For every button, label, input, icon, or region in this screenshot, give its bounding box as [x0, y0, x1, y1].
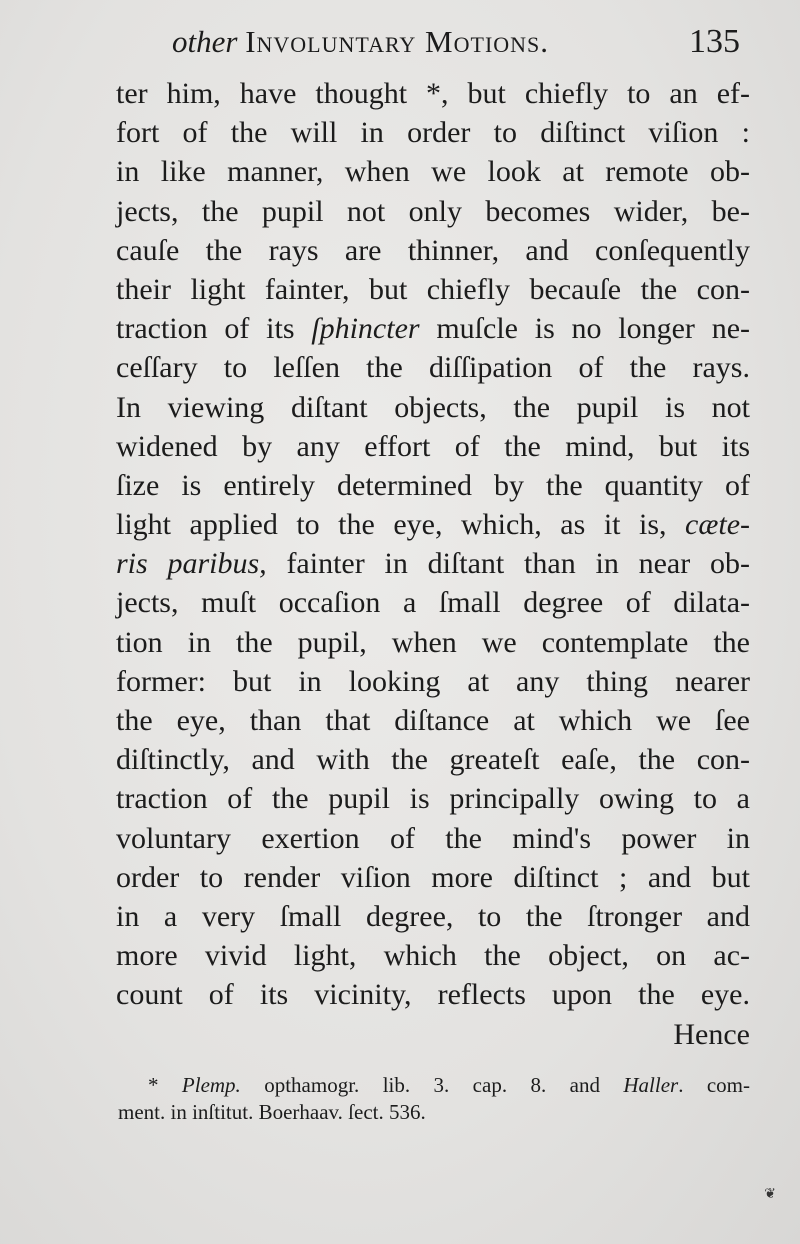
- body-text-run: diſtinctly, and with the greateſt eaſe, the con-: [116, 743, 750, 777]
- footnote-line: [118, 1072, 750, 1099]
- body-text-run: order to render viſion more diſtinct ; and but: [116, 860, 750, 894]
- body-line: [116, 975, 750, 1014]
- body-line: [116, 779, 750, 818]
- body-line: [116, 936, 750, 975]
- body-line: [116, 623, 750, 662]
- footnote-line: [118, 1099, 750, 1126]
- body-line: [116, 505, 750, 544]
- body-line: [116, 583, 750, 622]
- body-text-run: In viewing diſtant objects, the pupil is not: [116, 390, 750, 424]
- body-text-run: count of its vicinity, reflects upon the eye.: [116, 978, 750, 1012]
- body-text-run: more vivid light, which the object, on ac-: [116, 939, 750, 973]
- body-text-run: the eye, than that diſtance at which we ſee: [116, 704, 750, 737]
- page-number: 135: [689, 23, 740, 60]
- footnote-text-run: opthamogr. lib. 3. cap. 8. and: [240, 1073, 624, 1097]
- footnote-text-run: ment. in inſtitut. Boerhaav. ſect. 536.: [118, 1100, 426, 1124]
- body-text-run: ſize is entirely determined by the quantity of: [116, 468, 750, 502]
- running-head-italic: other: [172, 24, 238, 59]
- body-text-run: ſphincter: [311, 312, 420, 346]
- body-line: [116, 270, 750, 309]
- footnote: [118, 1072, 750, 1126]
- body-text-run: muſcle is no longer ne-: [419, 312, 750, 346]
- body-line: [116, 858, 750, 897]
- body-text-run: cauſe the rays are thinner, and conſequently: [116, 233, 750, 267]
- body-text-run: voluntary exertion of the mind's power in: [116, 821, 750, 855]
- body-text-run: their light fainter, but chiefly becauſe the con-: [116, 272, 750, 306]
- body-text-run: ris paribus,: [116, 547, 267, 581]
- body-line: [116, 544, 750, 583]
- body-text-run: fainter in diſtant than in near ob-: [266, 547, 750, 581]
- footnote-text-run: *: [148, 1073, 182, 1097]
- body-line: [116, 1015, 750, 1054]
- body-text-run: traction of its: [116, 312, 312, 346]
- body-text-run: cæte-: [685, 508, 750, 542]
- body-line: [116, 113, 750, 152]
- body-line: [116, 152, 750, 191]
- body-text-run: jects, the pupil not only becomes wider, be-: [116, 194, 750, 228]
- footnote-text-run: Haller: [623, 1073, 679, 1097]
- body-line: [116, 231, 750, 270]
- footnote-text-run: . com-: [678, 1073, 750, 1097]
- body-line: [116, 427, 750, 466]
- body-line: [116, 740, 750, 779]
- body-text-run: traction of the pupil is principally owing to a: [116, 782, 750, 816]
- ink-speck: ❦: [764, 1186, 776, 1202]
- body-line: [116, 701, 750, 740]
- body-line: [116, 466, 750, 505]
- body-text-run: ter him, have thought *, but chiefly to an ef-: [116, 77, 750, 110]
- body-line: [116, 309, 750, 348]
- body-line: [116, 819, 750, 858]
- body-text-run: ceſſary to leſſen the diſſipation of the rays.: [116, 351, 750, 385]
- body-text: [116, 74, 750, 1054]
- running-head-title: Involuntary Motions.: [245, 24, 550, 59]
- body-line: [116, 897, 750, 936]
- body-line: [116, 74, 750, 113]
- body-text-run: former: but in looking at any thing nearer: [116, 664, 750, 698]
- body-text-run: light applied to the eye, which, as it is,: [116, 508, 686, 542]
- body-text-run: fort of the will in order to diſtinct viſion :: [116, 116, 750, 150]
- body-line: [116, 192, 750, 231]
- body-text-run: in like manner, when we look at remote ob-: [116, 155, 750, 189]
- body-line: [116, 388, 750, 427]
- body-line: [116, 662, 750, 701]
- body-text-run: Hence: [673, 1017, 750, 1051]
- body-text-run: widened by any effort of the mind, but its: [116, 429, 750, 463]
- body-text-run: in a very ſmall degree, to the ſtronger and: [116, 899, 750, 933]
- body-text-run: jects, muſt occaſion a ſmall degree of dilata-: [116, 586, 750, 620]
- body-line: [116, 348, 750, 387]
- running-head: [172, 22, 742, 62]
- body-text-run: tion in the pupil, when we contemplate the: [116, 625, 750, 659]
- footnote-text-run: Plemp.: [181, 1073, 241, 1097]
